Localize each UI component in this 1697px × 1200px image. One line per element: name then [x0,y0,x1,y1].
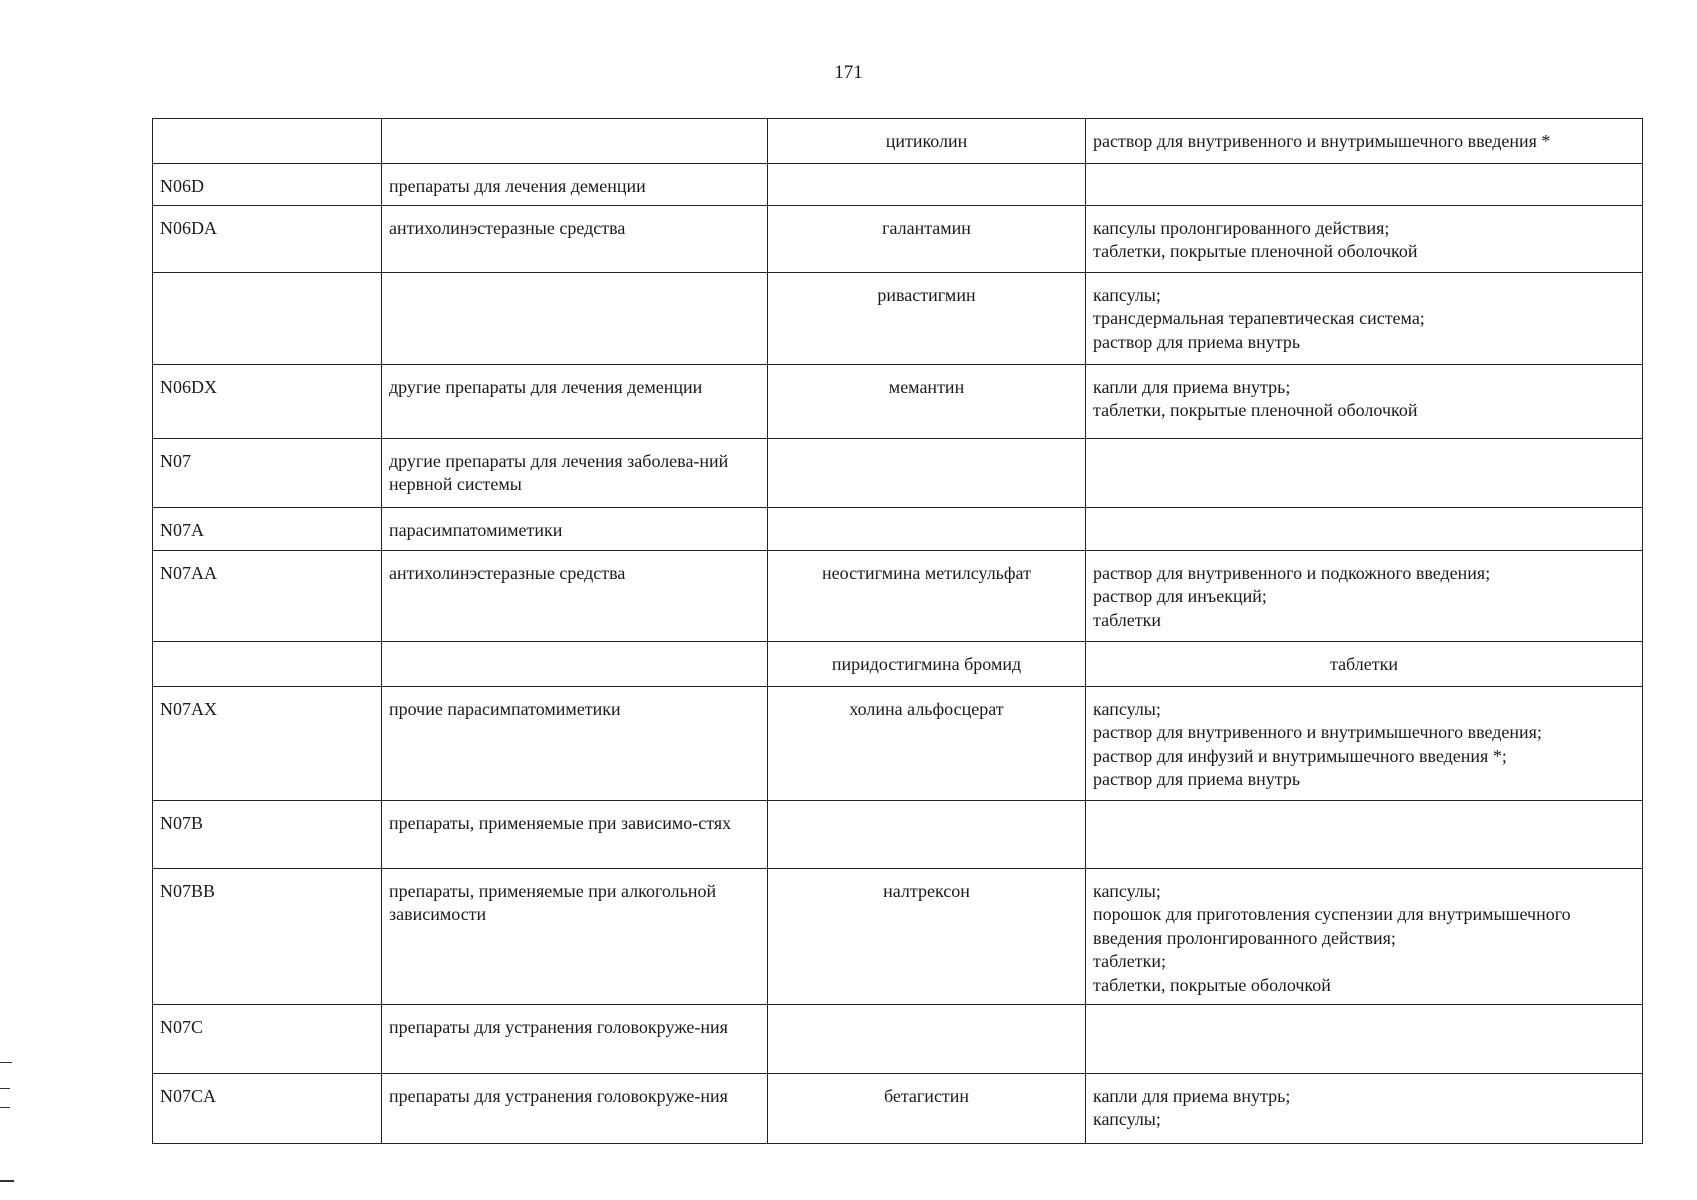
scan-margin-mark [0,1088,10,1108]
table-row [153,206,1643,273]
group-cell: антихолинэстеразные средства [382,551,768,642]
dosage-form-cell [1086,273,1643,365]
dosage-form-line: таблетки [1329,654,1398,674]
atc-code-cell: N06DA [153,206,382,273]
dosage-form-line: капсулы пролонгированного действия; [1093,218,1390,238]
dosage-form-line: раствор для внутривенного и подкожного введения; [1093,563,1491,583]
atc-code-cell: N06D [153,164,382,206]
dosage-form-line: раствор для приема внутрь [1093,769,1301,790]
drug-name-cell [768,439,1086,508]
group-cell [382,273,768,365]
drug-name-cell [768,801,1086,869]
group-cell [382,119,768,164]
table-row [153,1074,1643,1144]
atc-code-cell [153,642,382,687]
group-cell: другие препараты для лечения деменции [382,365,768,439]
atc-code-cell: N07B [153,801,382,869]
dosage-form-line: трансдермальная терапевтическая система; [1093,308,1425,329]
dosage-form-line: раствор для внутривенного и внутримышечного введения; [1093,722,1542,743]
drug-name-cell: неостигмина метилсульфат [768,551,1086,642]
atc-code-cell: N07 [153,439,382,508]
group-cell: антихолинэстеразные средства [382,206,768,273]
dosage-form-line: таблетки [1093,609,1162,630]
table-row [153,801,1643,869]
dosage-form-cell [1086,1005,1643,1074]
dosage-form-line: порошок для приготовления суспензии для внутримышечного введения пролонгированного действия; [1093,904,1571,948]
drug-name-cell: цитиколин [768,119,1086,164]
dosage-form-cell [1086,439,1643,508]
atc-code-cell: N06DX [153,365,382,439]
atc-code-cell: N07CA [153,1074,382,1144]
group-cell: препараты, применяемые при алкогольной зависимости [382,869,768,1005]
dosage-form-cell [1086,508,1643,551]
atc-code-cell: N07C [153,1005,382,1074]
group-cell: препараты для устранения головокруже-ния [382,1005,768,1074]
group-cell: препараты для устранения головокруже-ния [382,1074,768,1144]
dosage-form-line: капсулы; [1093,699,1161,719]
dosage-form-line: таблетки, покрытые пленочной оболочкой [1093,400,1418,421]
drug-name-cell: холина альфосцерат [768,687,1086,801]
table-row [153,119,1643,164]
page-number: 171 [834,62,863,83]
dosage-form-line: капли для приема внутрь; [1093,1086,1291,1106]
dosage-form-line: раствор для инфузий и внутримышечного введения *; [1093,745,1507,766]
atc-code-cell [153,119,382,164]
dosage-form-line: таблетки, покрытые оболочкой [1093,974,1331,995]
drug-name-cell [768,1005,1086,1074]
table-row [153,365,1643,439]
drug-name-cell [768,164,1086,206]
table-row [153,642,1643,687]
scan-margin-mark [0,1180,14,1182]
dosage-form-line: таблетки; [1093,951,1167,972]
dosage-form-line: раствор для внутривенного и внутримышечного введения * [1093,131,1551,151]
table-row [153,439,1643,508]
atc-code-cell: N07A [153,508,382,551]
dosage-form-cell [1086,1074,1643,1144]
scan-margin-mark [0,1062,12,1063]
group-cell: другие препараты для лечения заболева-ний нервной системы [382,439,768,508]
atc-code-cell: N07AX [153,687,382,801]
drug-table [152,118,1643,1144]
table-row [153,869,1643,1005]
atc-code-cell: N07AA [153,551,382,642]
group-cell: парасимпатомиметики [382,508,768,551]
table-row [153,164,1643,206]
dosage-form-line: таблетки, покрытые пленочной оболочкой [1093,241,1418,262]
dosage-form-cell [1086,801,1643,869]
drug-name-cell: пиридостигмина бромид [768,642,1086,687]
dosage-form-cell [1086,642,1643,687]
dosage-form-cell [1086,687,1643,801]
drug-name-cell: бетагистин [768,1074,1086,1144]
group-cell: прочие парасимпатомиметики [382,687,768,801]
group-cell: препараты, применяемые при зависимо-стях [382,801,768,869]
table-row [153,687,1643,801]
group-cell: препараты для лечения деменции [382,164,768,206]
table-row [153,508,1643,551]
dosage-form-line: раствор для приема внутрь [1093,331,1301,352]
dosage-form-cell [1086,206,1643,273]
table-row [153,1005,1643,1074]
dosage-form-cell [1086,164,1643,206]
drug-name-cell: галантамин [768,206,1086,273]
atc-code-cell [153,273,382,365]
dosage-form-line: капли для приема внутрь; [1093,377,1291,397]
dosage-form-line: капсулы; [1093,285,1161,305]
table-row [153,551,1643,642]
drug-name-cell: мемантин [768,365,1086,439]
atc-code-cell: N07BB [153,869,382,1005]
dosage-form-line: капсулы; [1093,881,1161,901]
drug-name-cell [768,508,1086,551]
drug-name-cell: ривастигмин [768,273,1086,365]
table-row [153,273,1643,365]
group-cell [382,642,768,687]
dosage-form-cell [1086,365,1643,439]
table-body [153,119,1643,1144]
dosage-form-cell [1086,551,1643,642]
dosage-form-line: капсулы; [1093,1109,1161,1130]
dosage-form-cell [1086,869,1643,1005]
dosage-form-line: раствор для инъекций; [1093,586,1267,607]
dosage-form-cell [1086,119,1643,164]
drug-name-cell: налтрексон [768,869,1086,1005]
